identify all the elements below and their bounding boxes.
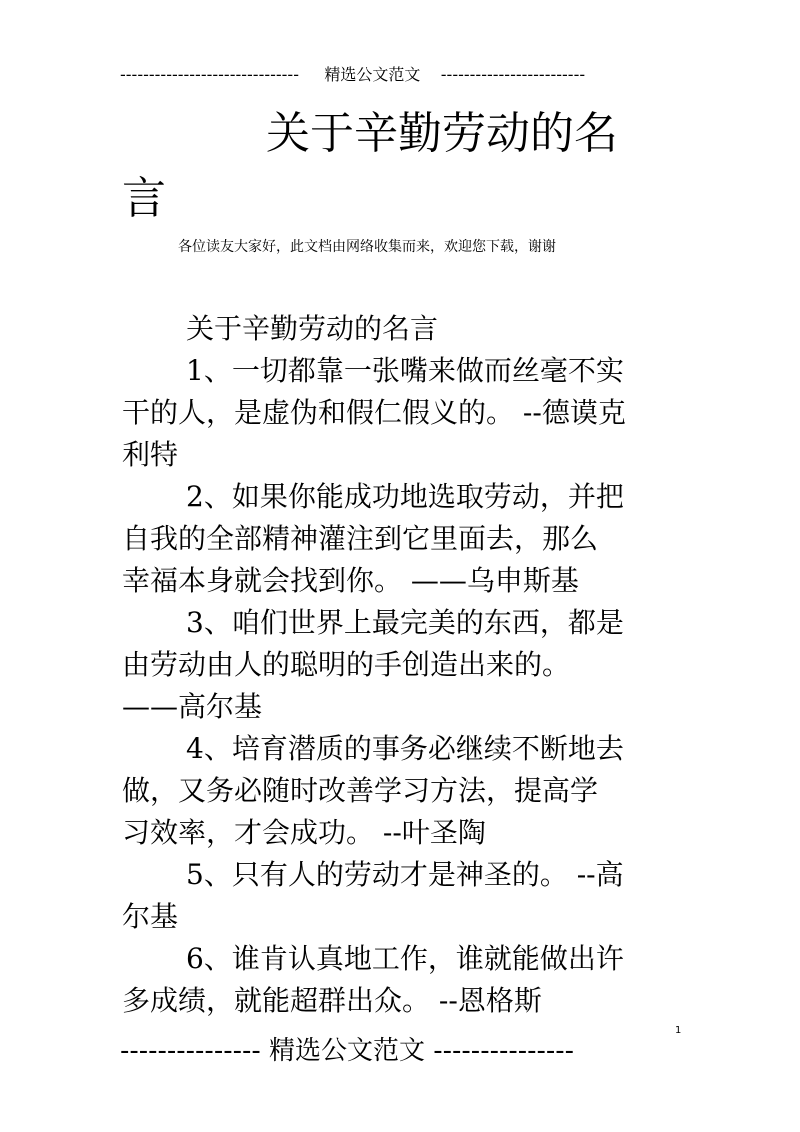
document-title-line-1: 关于辛勤劳动的名 xyxy=(266,108,618,159)
body-line: 幸福本身就会找到你。 ——乌申斯基 xyxy=(122,564,579,597)
body-line: 做，又务必随时改善学习方法，提高学 xyxy=(122,774,599,807)
document-title-line-2: 言 xyxy=(122,173,166,224)
footer-right-dashes: --------------- xyxy=(433,1036,575,1066)
body-line: 1、一切都靠一张嘴来做而丝毫不实 xyxy=(186,354,624,387)
page-number: 1 xyxy=(675,1025,682,1036)
body-line: 5、只有人的劳动才是神圣的。 --高 xyxy=(186,858,624,891)
footer-label: 精选公文范文 xyxy=(269,1036,426,1066)
body-line: 多成绩，就能超群出众。 --恩格斯 xyxy=(122,984,542,1017)
document-subtitle: 各位读友大家好，此文档由网络收集而来，欢迎您下载，谢谢 xyxy=(178,239,556,255)
body-heading: 关于辛勤劳动的名言 xyxy=(186,312,439,345)
body-line: 干的人，是虚伪和假仁假义的。 --德谟克 xyxy=(122,396,626,429)
body-line: 3、咱们世界上最完美的东西，都是 xyxy=(186,606,624,639)
body-line: ——高尔基 xyxy=(122,690,263,723)
header-label: 精选公文范文 xyxy=(324,65,421,84)
header-right-dashes: ------------------------- xyxy=(440,65,586,84)
header-left-dashes: ------------------------------- xyxy=(120,65,299,84)
page-footer xyxy=(120,1033,680,1069)
document-body xyxy=(122,308,682,1022)
body-line: 利特 xyxy=(122,438,179,471)
body-line: 自我的全部精神灌注到它里面去，那么 xyxy=(122,522,599,555)
body-line: 习效率，才会成功。 --叶圣陶 xyxy=(122,816,486,849)
body-line: 2、如果你能成功地选取劳动，并把 xyxy=(186,480,624,513)
body-line: 4、培育潜质的事务必继续不断地去 xyxy=(186,732,624,765)
body-line: 由劳动由人的聪明的手创造出来的。 xyxy=(122,648,571,681)
page-header xyxy=(120,64,660,86)
footer-left-dashes: --------------- xyxy=(120,1036,261,1066)
body-line: 尔基 xyxy=(122,900,179,933)
body-line: 6、谁肯认真地工作，谁就能做出许 xyxy=(186,942,624,975)
